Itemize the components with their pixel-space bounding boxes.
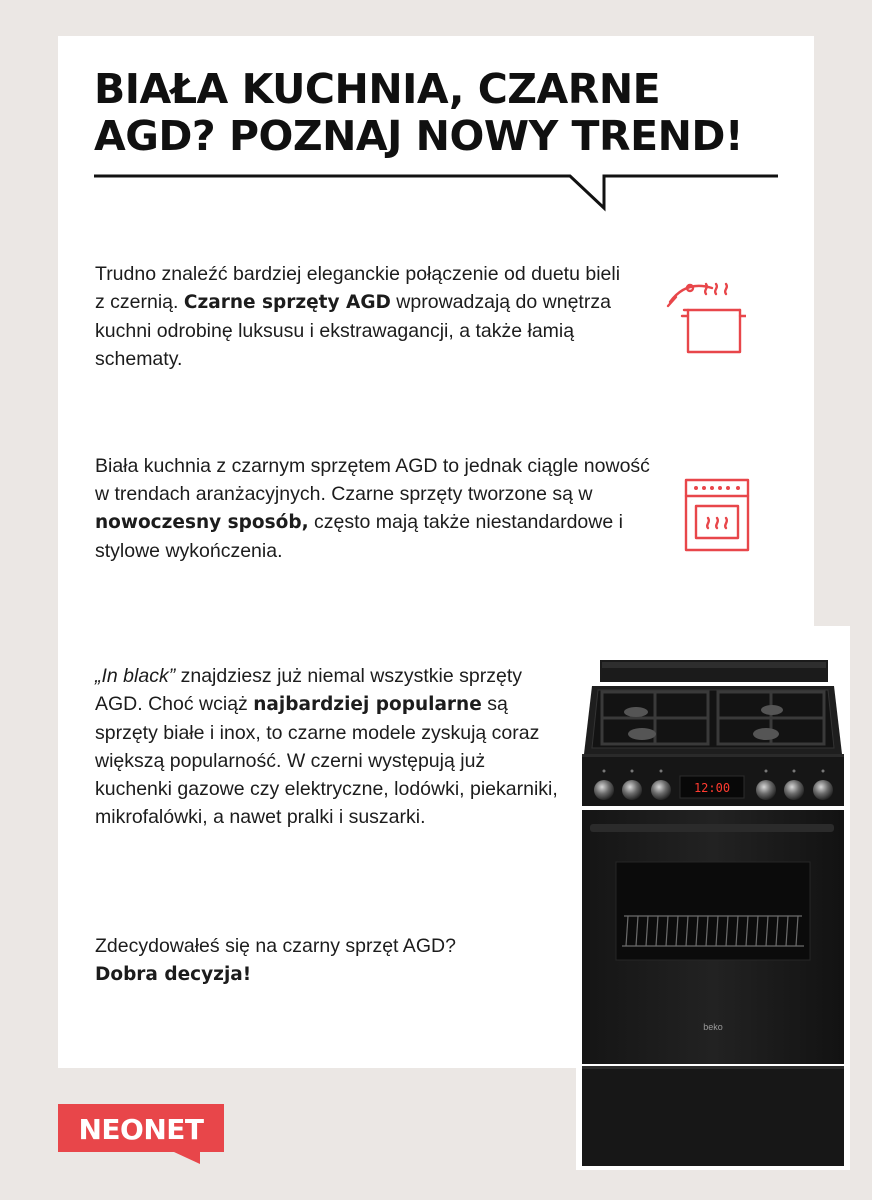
neonet-logo [58,1104,224,1164]
decision-question: Zdecydowałeś się na czarny sprzęt AGD? [95,935,456,957]
headline [94,66,794,160]
headline-line-2: AGD? POZNAJ NOWY TREND! [94,112,744,160]
cooker-timer-display: 12:00 [693,781,731,795]
highlight-modern-way: nowoczesny sposób, [95,512,309,533]
in-black-phrase: „In black” [95,665,176,687]
decision-answer: Dobra decyzja! [95,964,252,985]
oven-icon [684,478,752,554]
highlight-black-appliances: Czarne sprzęty AGD [183,292,391,313]
black-cooker-image [576,626,850,1170]
neonet-logo-text: NEONET [78,1113,204,1146]
paragraph-intro: Trudno znaleźć bardziej eleganckie połączenie od duetu bieli z czernią. Czarne sprzęty AGD wprowadzają do wnętrza kuchni odrobinę luksusu i ekstrawagancji, a także łamią schematy. [95,263,621,370]
headline-line-1: BIAŁA KUCHNIA, CZARNE [94,65,661,113]
paragraph-decision [95,932,565,989]
cooker-brand-label: beko [703,1022,723,1032]
paragraph-in-black: „In black” znajdziesz już niemal wszystkie sprzęty AGD. Choć wciąż najbardziej popularne są sprzęty białe i inox, to czarne modele zyskują coraz większą popularność. W czerni występują już kuchenki gazowe czy elektryczne, lodówki, piekarniki, mikrofalówki, a nawet pralki i suszarki. [95,665,558,828]
paragraph-trend: Biała kuchnia z czarnym sprzętem AGD to jednak ciągle nowość w trendach aranżacyjnych. Czarne sprzęty tworzone są w nowoczesny sposób, często mają także niestandardowe i stylowe wykończenia. [95,455,650,562]
highlight-most-popular: najbardziej popularne [253,694,482,715]
speech-bubble-divider [94,170,780,214]
cooking-pot-icon [664,276,746,356]
